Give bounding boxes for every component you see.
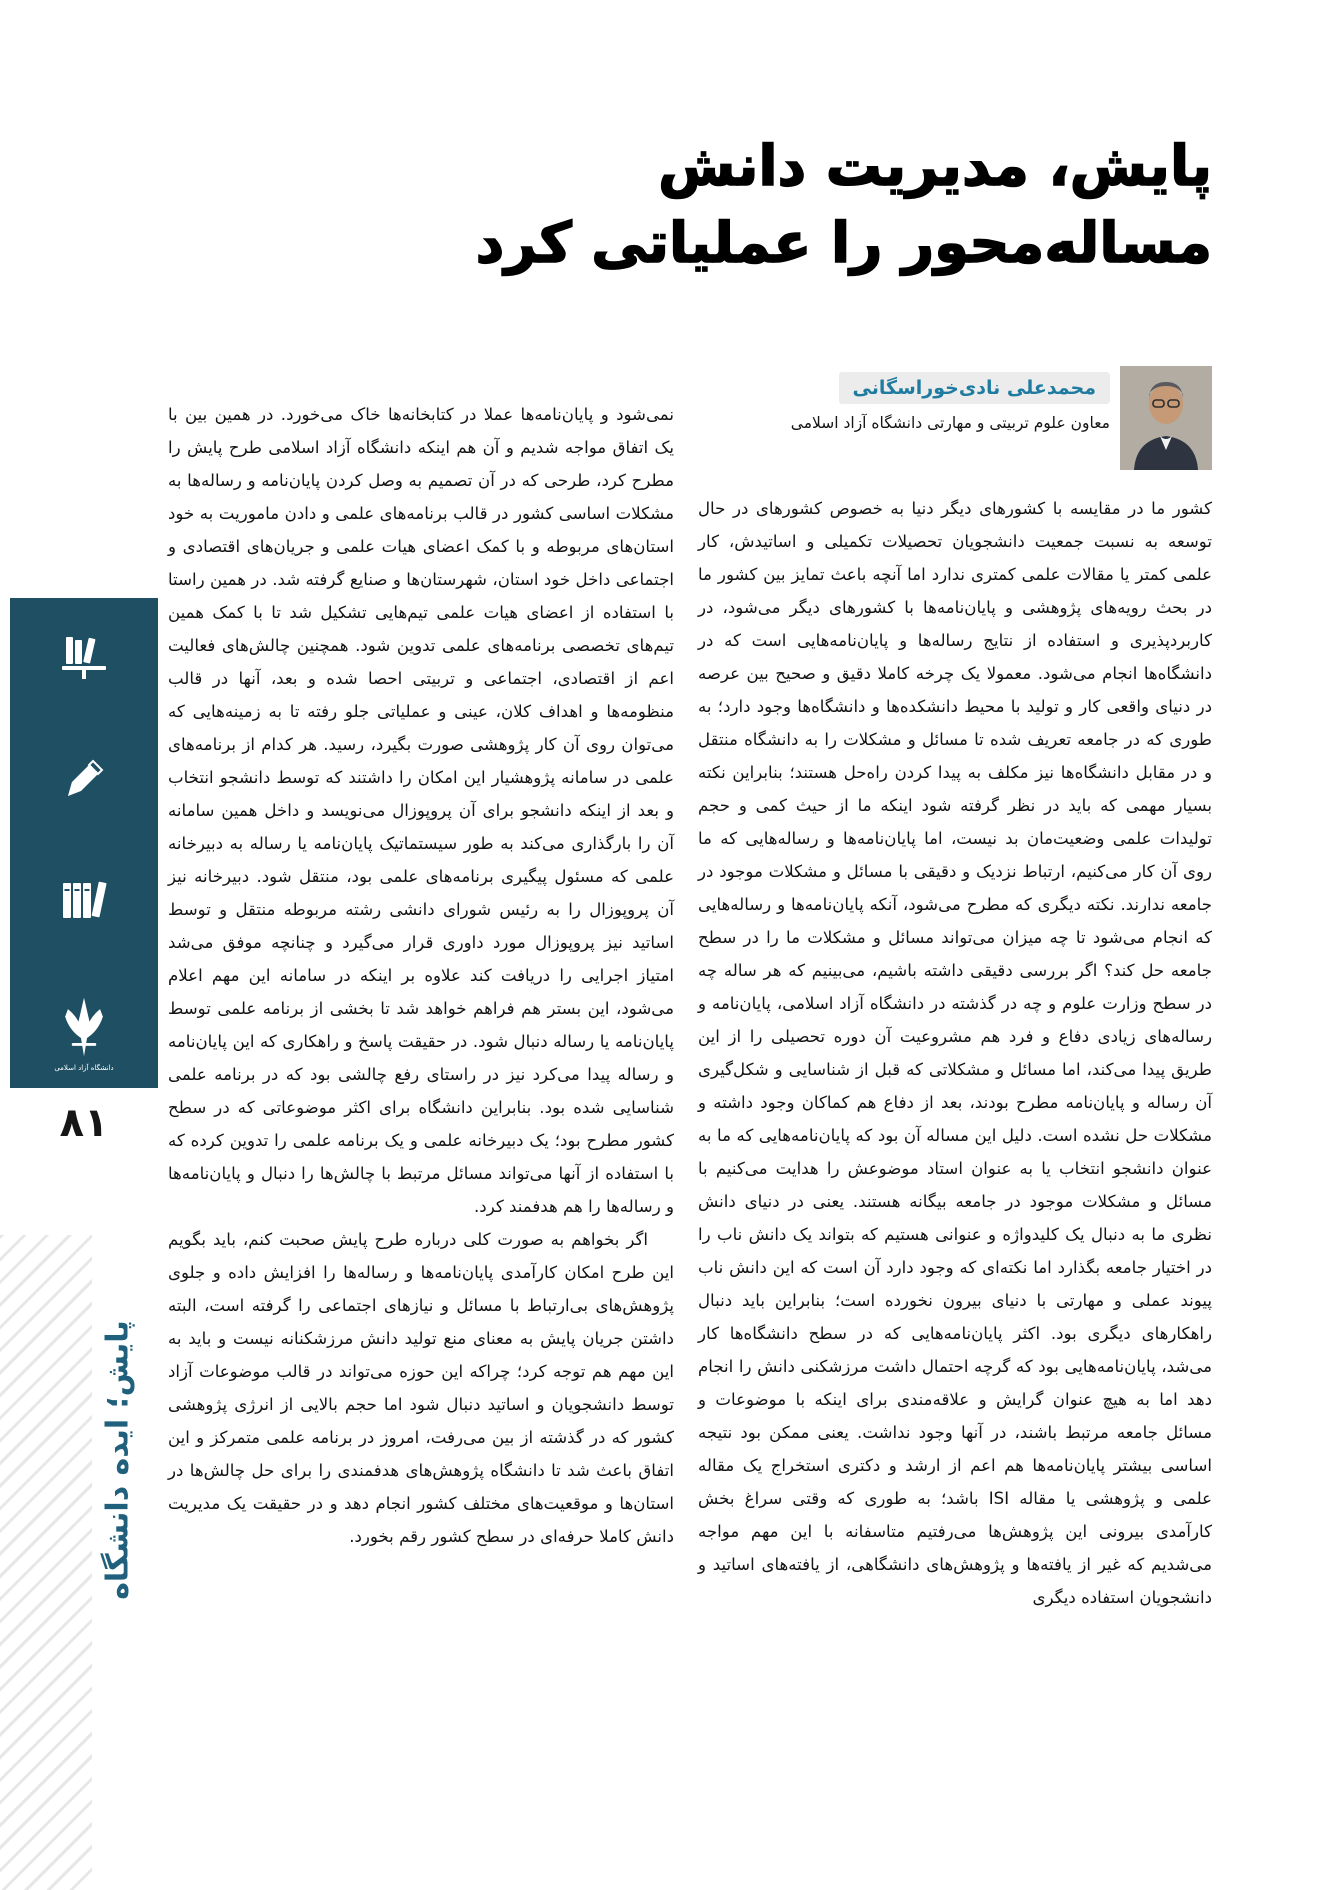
article-paragraph: کشور ما در مقایسه با کشورهای دیگر دنیا به خصوص کشورهای در حال توسعه به نسبت جمعیت دانشجویان تحصیلات تکمیلی و اساتیدش، کار علمی کمتر یا مقالات علمی کمتری ندارد اما آنچه باعث تمایز بین کشور ما در بحث رویه‌های پژوهشی و پایان‌نامه‌ها با کشورهای دیگر می‌شود، در کاربردپذیری و استفاده از نتایج رساله‌ها و پایان‌نامه‌هایی است که در دانشگاه‌ها انجام می‌شود. معمولا یک چرخه کاملا دقیق و صحیح بین عرصه در دنیای واقعی کار و تولید با محیط دانشکده‌ها و دانشگاه‌ها وجود دارد؛ به طوری که در جامعه تعریف شده تا مسائل و مشکلات را به دانشگاه منتقل و در مقابل دانشگاه‌ها نیز مکلف به پیدا کردن راه‌حل هستند؛ بنابراین نکته بسیار مهمی که باید در نظر گرفته شود اینکه ما از حیث کمی و حجم تولیدات علمی وضعیت‌مان بد نیست، اما پایان‌نامه‌ها و رساله‌هایی که ما روی آن کار می‌کنیم، ارتباط نزدیک و دقیقی با مسائل و مشکلات موجود در جامعه ندارند. نکته دیگری که مطرح می‌شود، آنکه پایان‌نامه‌ها و رساله‌هایی که انجام می‌شود تا چه میزان می‌تواند مسائل و مشکلات ما را در سطح جامعه حل کند؟ اگر بررسی دقیقی داشته باشیم، می‌بینیم که هر ساله چه در سطح وزارت علوم و چه در گذشته در دانشگاه آزاد اسلامی، پایان‌نامه و رساله‌های زیادی دفاع و فرد هم مشروعیت آن دوره تحصیلی را از این طریق پیدا می‌کند، اما مسائل و مشکلاتی که قبل از شناسایی و شکل‌گیری آن رساله و پایان‌نامه مطرح بودند، بعد از دفاع هم کماکان وجود داشته و مشکلات حل نشده است. دلیل این مساله آن بود که پایان‌نامه‌هایی که ما به عنوان دانشجو انتخاب یا به عنوان استاد موضوعش را هدایت می‌کنیم با مسائل و مشکلات موجود در جامعه بیگانه هستند. یعنی در دنیای دانش نظری ما به دنبال یک کلیدواژه و عنوانی هستیم که بتواند یک دانش ناب را در اختیار جامعه بگذارد اما نکته‌ای که وجود دارد آن است که این دانش ناب پیوند عملی و مهارتی با دنیای بیرون نخورده است؛ بنابراین باید دنبال راهکارهای دیگری بود. اکثر پایان‌نامه‌هایی که در سطح دانشگاه‌ها کار می‌شد، پایان‌نامه‌هایی بود که گرچه احتمال داشت مرزشکنی دانش را انجام دهد اما به هیچ عنوان گرایش و علاقه‌مندی برای اینکه با موضوعات و مسائل جامعه مرتبط باشند، در آنها وجود نداشت. یعنی ممکن بود نتیجه اساسی بیشتر پایان‌نامه‌ها هم اعم از ارشد و دکتری استخراج یک مقاله علمی و پژوهشی یا مقاله ISI باشد؛ به طوری که وقتی سراغ بخش کارآمدی بیرونی این پژوهش‌ها می‌رفتیم متاسفانه با این مهم مواجه می‌شدیم که غیر از یافته‌ها و پژوهش‌های دانشگاهی، از یافته‌های اساتید و دانشجویان استفاده دیگری: [698, 499, 1212, 1607]
headline: [476, 128, 1212, 282]
author-role: معاون علوم تربیتی و مهارتی دانشگاه آزاد اسلامی: [790, 414, 1110, 432]
author-portrait-photo: [1120, 366, 1212, 470]
bookshelf-icon: [55, 626, 113, 684]
article-paragraph: اگر بخواهم به صورت کلی درباره طرح پایش صحبت کنم، باید بگویم این طرح امکان کارآمدی پایان‌نامه‌ها و رساله‌ها را افزایش داده و جلوی پژوهش‌های بی‌ارتباط با مسائل و نیازهای اجتماعی را گرفته است، البته داشتن جریان پایش به معنای منع تولید دانش مرزشکنانه نیست و باید به این مهم هم توجه کرد؛ چراکه این حوزه می‌تواند در قالب موضوعات آزاد توسط دانشجویان و اساتید دنبال شود اما حجم بالایی از انرژی پژوهشی کشور که در گذشته از بین می‌رفت، امروز در برنامه علمی متمرکز و این اتفاق باعث شد تا دانشگاه پژوهش‌های هدفمندی را برای حل چالش‌ها در استان‌ها و موقعیت‌های مختلف کشور انجام دهد و در حقیقت یک مدیریت دانش کاملا حرفه‌ای در سطح کشور رقم بخورد.: [168, 1230, 674, 1546]
pencil-icon: [55, 749, 113, 807]
headline-line-1: پایش، مدیریت دانش: [658, 134, 1212, 199]
article-paragraph: نمی‌شود و پایان‌نامه‌ها عملا در کتابخانه‌ها خاک می‌خورد. در همین بین با یک اتفاق مواجه شدیم و آن هم اینکه دانشگاه آزاد اسلامی طرح پایش را مطرح کرد، طرحی که در آن تصمیم به وصل کردن پایان‌نامه و رساله‌ها به مشکلات اساسی کشور در قالب برنامه‌های علمی و دادن ماموریت به خود استان‌های مربوطه و با کمک اعضای هیات علمی و جریان‌های اقتصادی و اجتماعی داخل خود استان، شهرستان‌ها و صنایع گرفته شد. در همین راستا با استفاده از اعضای هیات علمی تیم‌هایی تشکیل شد تا با کمک همین تیم‌های تخصصی برنامه‌های علمی تدوین شود. همچنین چالش‌های فعالیت اعم از اقتصادی، اجتماعی و تربیتی احصا شده و بعد، آنها در قالب منظومه‌ها و اهداف کلان، عینی و عملیاتی جلو رفته تا به زمینه‌هایی که می‌توان روی آن کار پژوهشی صورت بگیرد، رسید. هر کدام از برنامه‌های علمی در سامانه پژوهشیار این امکان را داشتند که توسط دانشجو انتخاب و بعد از اینکه دانشجو برای آن پروپوزال می‌نویسد و داخل همین سامانه آن را بارگذاری می‌کند به طور سیستماتیک پایان‌نامه یا رساله به دبیرخانه علمی که مسئول پیگیری برنامه‌های علمی بود، منتقل شود. دبیرخانه نیز آن پروپوزال را به رئیس شورای دانشی رشته مربوطه منتقل و توسط اساتید نیز پروپوزال مورد داوری قرار می‌گیرد و چنانچه موفق می‌شد امتیاز اجرایی را دریافت کند علاوه بر اینکه در سامانه این مهم اعلام می‌شود، این بستر هم فراهم خواهد شد تا بخشی از برنامه علمی توسط پایان‌نامه یا رساله دنبال شود. در حقیقت پاسخ و راهکاری که این پایان‌نامه و رساله پیدا می‌کرد نیز در راستای رفع چالشی بود که در برنامه علمی شناسایی شده بود. بنابراین دانشگاه برای اکثر موضوعاتی که در سطح کشور مطرح بود؛ یک دبیرخانه علمی و یک برنامه علمی را تدوین کرده که با استفاده از آنها می‌تواند مسائل مرتبط با چالش‌ها را دنبال و پایان‌نامه‌ها و رساله‌ها را هم هدفمند کرد.: [168, 405, 674, 1216]
article-column-left: [168, 398, 674, 1553]
books-icon: [55, 871, 113, 929]
azad-university-logo-icon: [51, 994, 117, 1060]
headline-line-2: مساله‌محور را عملیاتی کرد: [475, 211, 1212, 276]
azad-logo-caption: دانشگاه آزاد اسلامی: [54, 1063, 114, 1072]
sidebar-icon-box: [10, 598, 158, 1088]
portrait-silhouette-icon: [1120, 366, 1212, 470]
author-name: محمدعلی نادی‌خوراسگانی: [839, 372, 1110, 404]
section-vertical-title: پایش؛ ایده دانشگاه: [100, 1320, 136, 1600]
page-number: ۸۱: [59, 1100, 109, 1146]
decorative-stripes: [0, 1235, 92, 1890]
article-column-right: [698, 492, 1212, 1614]
azad-university-logo: [51, 994, 117, 1072]
